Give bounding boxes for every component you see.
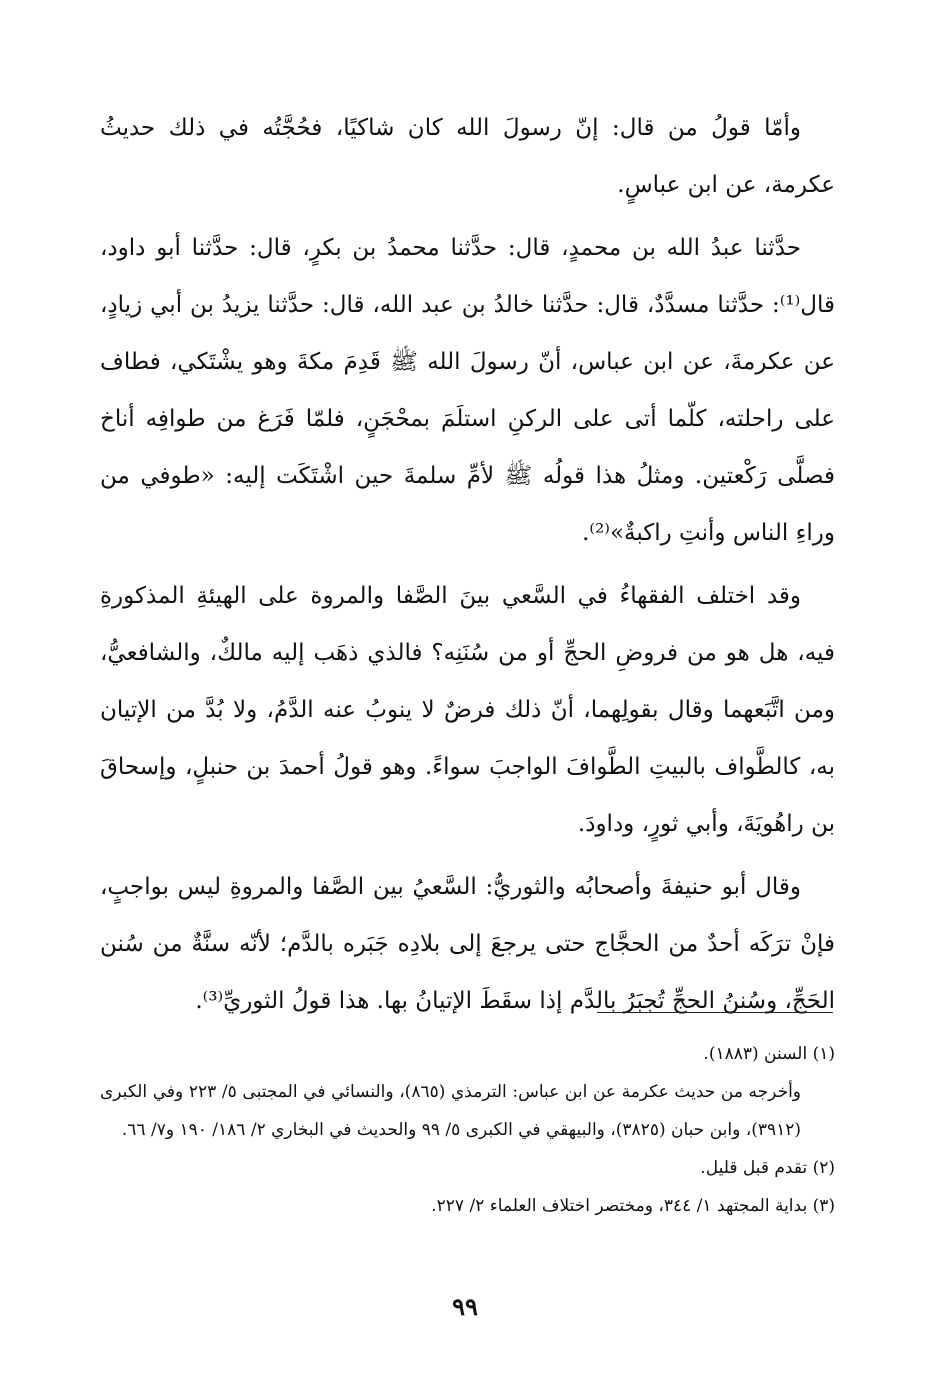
page-number: ٩٩ [452, 1292, 478, 1321]
footnote-1: (١) السنن (١٨٨٣). [703, 1044, 835, 1064]
paragraph-3: وقد اختلف الفقهاءُ في السَّعي بينَ الصَّفا والمروة على الهيئةِ المذكورةِ فيه، هل هو من فروضِ الحجِّ أو من سُنَنِه؟ فالذي ذهَب إليه مالكٌ، والشافعيُّ، ومن اتَّبَعهما وقال بقولِهما، أنّ ذلك فرضٌ لا ينوبُ عنه الدَّمُ، ولا بُدَّ من الإتيان به، كالطَّواف بالبيتِ الطَّوافَ الواجبَ سواءً. وهو قولُ أحمدَ بن حنبلٍ، وإسحاقَ بن راهُويَةَ، وأبي ثورٍ، وداودَ. [100, 583, 835, 837]
paragraph-2: حدَّثنا عبدُ الله بن محمدٍ، قال: حدَّثنا محمدُ بن بكرٍ، قال: حدَّثنا أبو داود، قال⁽¹⁾: حدَّثنا مسدَّدٌ، قال: حدَّثنا خالدُ بن عبد الله، قال: حدَّثنا يزيدُ بن أبي زيادٍ، عن عكرمةَ، عن ابن عباس، أنّ رسولَ الله ﷺ قَدِمَ مكةَ وهو يشْتَكي، فطاف على راحلته، كلّما أتى على الركنِ استلَمَ بمحْجَنٍ، فلمّا فَرَغ من طوافِه أناخ فصلَّى رَكْعتين. ومثلُ هذا قولُه ﷺ لأمِّ سلمةَ حين اشْتَكَت إليه: «طوفي من وراءِ الناس وأنتِ راكبةٌ»⁽²⁾. [100, 235, 835, 546]
footnote-1-continuation: وأخرجه من حديث عكرمة عن ابن عباس: الترمذي (٨٦٥)، والنسائي في المجتبى ٥/ ٢٢٣ وفي الكبرى (٣٩١٢)، وابن حبان (٣٨٢٥)، والبيهقي في الكبرى ٥/ ٩٩ والحديث في البخاري ٢/ ١٨٦/ ١٩٠ و٧/ ٦٦. [100, 1082, 802, 1140]
main-text [100, 100, 835, 1036]
paragraph-1: وأمّا قولُ من قال: إنّ رسولَ الله كان شاكيًا، فحُجَّتُه في ذلك حديثُ عكرمة، عن ابن عباسٍ. [100, 115, 835, 198]
footnote-3: (٣) بداية المجتهد ١/ ٣٤٤، ومختصر اختلاف العلماء ٢/ ٢٢٧. [431, 1196, 835, 1216]
footnote-separator [597, 1012, 833, 1013]
footnote-2: (٢) تقدم قبل قليل. [700, 1158, 835, 1178]
paragraph-4: وقال أبو حنيفةَ وأصحابُه والثوريُّ: السَّعيُ بين الصَّفا والمروةِ ليس بواجبٍ، فإنْ ترَكَه أحدٌ من الحجَّاج حتى يرجعَ إلى بلادِه جَبَره بالدَّم؛ لأنّه سنَّةٌ من سُنن الحَجِّ، وسُننُ الحجِّ تُجبَرُ بالدَّم إذا سقَطَ الإتيانُ بها. هذا قولُ الثوريِّ⁽³⁾. [100, 874, 835, 1014]
footnotes [100, 1035, 835, 1225]
